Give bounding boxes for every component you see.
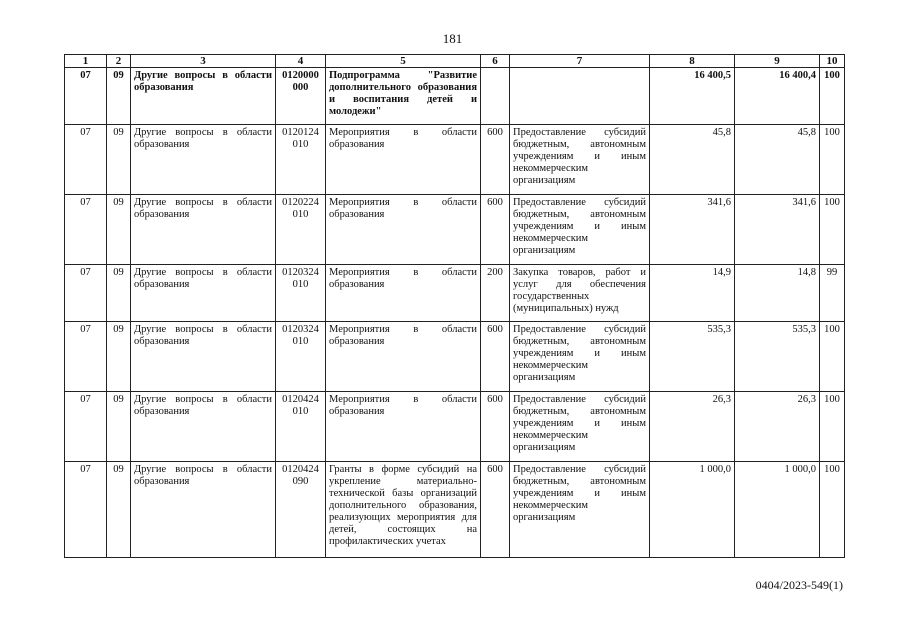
section-name: Другие вопросы в области образования bbox=[131, 195, 276, 265]
section-code: 07 bbox=[65, 195, 107, 265]
subsection-code: 09 bbox=[107, 265, 131, 322]
expense-type-name: Предоставление субсидий бюджетным, автономным учреждениям и иным некоммерческим организациям bbox=[510, 125, 650, 195]
section-code: 07 bbox=[65, 462, 107, 558]
table-row bbox=[65, 125, 845, 195]
planned-amount: 535,3 bbox=[650, 322, 735, 392]
header-cell: 1 bbox=[65, 55, 107, 68]
article-name: Гранты в форме субсидий на укрепление материально-технической базы организаций дополнительного образования, реализующих мероприятия для детей, состоящих на профилактических учетах bbox=[326, 462, 481, 558]
executed-amount: 1 000,0 bbox=[735, 462, 820, 558]
planned-amount: 26,3 bbox=[650, 392, 735, 462]
section-code: 07 bbox=[65, 68, 107, 125]
subsection-code: 09 bbox=[107, 195, 131, 265]
article-name: Мероприятия в области образования bbox=[326, 322, 481, 392]
executed-amount: 14,8 bbox=[735, 265, 820, 322]
subsection-code: 09 bbox=[107, 68, 131, 125]
subsection-code: 09 bbox=[107, 125, 131, 195]
section-code: 07 bbox=[65, 265, 107, 322]
executed-amount: 45,8 bbox=[735, 125, 820, 195]
budget-table bbox=[64, 54, 845, 558]
planned-amount: 1 000,0 bbox=[650, 462, 735, 558]
subsection-code: 09 bbox=[107, 322, 131, 392]
expense-type: 600 bbox=[481, 462, 510, 558]
header-row bbox=[65, 55, 845, 68]
header-cell: 9 bbox=[735, 55, 820, 68]
execution-percent: 100 bbox=[820, 392, 845, 462]
target-article: 0120424 010 bbox=[276, 392, 326, 462]
target-article: 0120324 010 bbox=[276, 265, 326, 322]
planned-amount: 14,9 bbox=[650, 265, 735, 322]
subsection-code: 09 bbox=[107, 462, 131, 558]
expense-type-name: Предоставление субсидий бюджетным, автономным учреждениям и иным некоммерческим организациям bbox=[510, 392, 650, 462]
header-cell: 5 bbox=[326, 55, 481, 68]
article-name: Подпрограмма "Развитие дополнительного образования и воспитания детей и молодежи" bbox=[326, 68, 481, 125]
header-cell: 7 bbox=[510, 55, 650, 68]
execution-percent: 100 bbox=[820, 322, 845, 392]
header-cell: 6 bbox=[481, 55, 510, 68]
article-name: Мероприятия в области образования bbox=[326, 125, 481, 195]
section-name: Другие вопросы в области образования bbox=[131, 265, 276, 322]
section-name: Другие вопросы в области образования bbox=[131, 125, 276, 195]
expense-type: 200 bbox=[481, 265, 510, 322]
expense-type: 600 bbox=[481, 125, 510, 195]
execution-percent: 100 bbox=[820, 195, 845, 265]
table-row bbox=[65, 265, 845, 322]
table-row bbox=[65, 322, 845, 392]
section-name: Другие вопросы в области образования bbox=[131, 68, 276, 125]
article-name: Мероприятия в области образования bbox=[326, 195, 481, 265]
section-name: Другие вопросы в области образования bbox=[131, 322, 276, 392]
execution-percent: 100 bbox=[820, 462, 845, 558]
table-row bbox=[65, 195, 845, 265]
table-row bbox=[65, 462, 845, 558]
expense-type: 600 bbox=[481, 392, 510, 462]
section-code: 07 bbox=[65, 392, 107, 462]
expense-type: 600 bbox=[481, 195, 510, 265]
document-code: 0404/2023-549(1) bbox=[755, 578, 843, 592]
header-cell: 4 bbox=[276, 55, 326, 68]
expense-type-name: Предоставление субсидий бюджетным, автономным учреждениям и иным некоммерческим организациям bbox=[510, 462, 650, 558]
target-article: 0120224 010 bbox=[276, 195, 326, 265]
expense-type: 600 bbox=[481, 322, 510, 392]
target-article: 0120124 010 bbox=[276, 125, 326, 195]
executed-amount: 535,3 bbox=[735, 322, 820, 392]
target-article: 0120000 000 bbox=[276, 68, 326, 125]
expense-type bbox=[481, 68, 510, 125]
subsection-code: 09 bbox=[107, 392, 131, 462]
target-article: 0120424 090 bbox=[276, 462, 326, 558]
target-article: 0120324 010 bbox=[276, 322, 326, 392]
execution-percent: 100 bbox=[820, 125, 845, 195]
article-name: Мероприятия в области образования bbox=[326, 265, 481, 322]
execution-percent: 99 bbox=[820, 265, 845, 322]
expense-type-name: Предоставление субсидий бюджетным, автономным учреждениям и иным некоммерческим организациям bbox=[510, 322, 650, 392]
header-cell: 10 bbox=[820, 55, 845, 68]
executed-amount: 26,3 bbox=[735, 392, 820, 462]
planned-amount: 341,6 bbox=[650, 195, 735, 265]
section-name: Другие вопросы в области образования bbox=[131, 392, 276, 462]
header-cell: 2 bbox=[107, 55, 131, 68]
expense-type-name: Предоставление субсидий бюджетным, автономным учреждениям и иным некоммерческим организациям bbox=[510, 195, 650, 265]
section-code: 07 bbox=[65, 322, 107, 392]
header-cell: 8 bbox=[650, 55, 735, 68]
expense-type-name bbox=[510, 68, 650, 125]
table-row-subprogram bbox=[65, 68, 845, 125]
execution-percent: 100 bbox=[820, 68, 845, 125]
expense-type-name: Закупка товаров, работ и услуг для обеспечения государственных (муниципальных) нужд bbox=[510, 265, 650, 322]
executed-amount: 341,6 bbox=[735, 195, 820, 265]
planned-amount: 45,8 bbox=[650, 125, 735, 195]
table-row bbox=[65, 392, 845, 462]
planned-amount: 16 400,5 bbox=[650, 68, 735, 125]
executed-amount: 16 400,4 bbox=[735, 68, 820, 125]
article-name: Мероприятия в области образования bbox=[326, 392, 481, 462]
page-number: 181 bbox=[442, 31, 463, 46]
header-cell: 3 bbox=[131, 55, 276, 68]
section-name: Другие вопросы в области образования bbox=[131, 462, 276, 558]
section-code: 07 bbox=[65, 125, 107, 195]
